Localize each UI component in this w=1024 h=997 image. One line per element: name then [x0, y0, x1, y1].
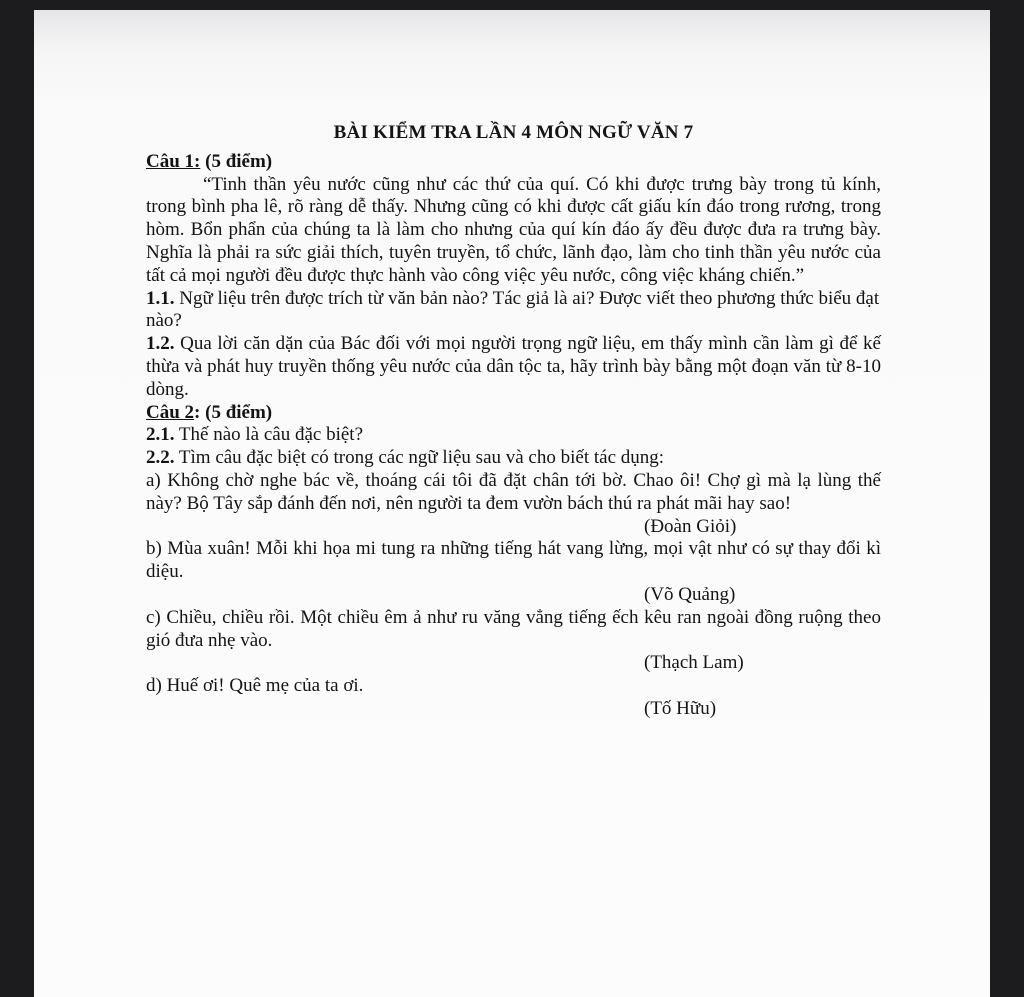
- question-2-2-text: Tìm câu đặc biệt có trong các ngữ liệu sau và cho biết tác dụng:: [174, 447, 665, 469]
- question-1-heading: [146, 151, 881, 174]
- question-1-2-number: 1.2.: [146, 333, 175, 355]
- exam-content: [146, 122, 881, 721]
- excerpt-a: a) Không chờ nghe bác về, thoáng cái tôi đã đặt chân tới bờ. Chao ôi! Chợ gì mà lạ lùng thế này? Bộ Tây sắp đánh đến nơi, nên người ta đem vườn bách thú ra phát mãi hay sao!: [146, 469, 881, 514]
- question-1-1: [146, 288, 881, 334]
- question-1-label: Câu 1:: [146, 150, 201, 172]
- question-1-quote: “Tinh thần yêu nước cũng như các thứ của quí. Có khi được trưng bày trong tủ kính, trong bình pha lê, rõ ràng dễ thấy. Nhưng cũng có khi được cất giấu kín đáo trong rương, trong hòm. Bổn phẩn của chúng ta là làm cho nhưng của quí kín đáo ấy đều được đưa ra trưng bày. Nghĩa là phải ra sức giải thích, tuyên truyền, tổ chức, lãnh đạo, làm cho tinh thần yêu nước của tất cả mọi người đều được thực hành vào công việc yêu nước, công việc kháng chiến.”: [146, 173, 881, 286]
- question-2-1: [146, 424, 881, 447]
- question-2-1-text: Thế nào là câu đặc biệt?: [174, 424, 363, 446]
- excerpt-b: b) Mùa xuân! Mỗi khi họa mi tung ra những tiếng hát vang lừng, mọi vật như có sự thay đổi kì diệu.: [146, 538, 881, 583]
- excerpt-d-author: (Tố Hữu): [644, 697, 717, 719]
- question-2-label: Câu 2: [146, 401, 195, 423]
- question-1-1-text: Ngữ liệu trên được trích từ văn bản nào? Tác giả là ai? Được viết theo phương thức biểu đạt nào?: [146, 287, 880, 332]
- document-page: [34, 10, 990, 997]
- question-2-points: : (5 điểm): [194, 401, 273, 423]
- excerpt-c: c) Chiều, chiều rồi. Một chiều êm ả như ru văng vẳng tiếng ếch kêu ran ngoài đồng ruộng theo gió đưa nhẹ vào.: [146, 606, 881, 651]
- excerpt-b-author: (Võ Quảng): [644, 583, 736, 605]
- excerpt-c-author: (Thạch Lam): [644, 652, 744, 674]
- excerpt-d: d) Huế ơi! Quê mẹ của ta ơi.: [146, 675, 364, 697]
- question-2-1-number: 2.1.: [146, 424, 175, 446]
- exam-title: BÀI KIỂM TRA LẦN 4 MÔN NGỮ VĂN 7: [333, 122, 694, 143]
- question-1-1-number: 1.1.: [146, 287, 175, 309]
- question-2-heading: [146, 402, 881, 425]
- question-2-2: [146, 447, 881, 470]
- question-1-2-text: Qua lời căn dặn của Bác đối với mọi người trọng ngữ liệu, em thấy mình cần làm gì để kế thừa và phát huy truyền thống yêu nước của dân tộc ta, hãy trình bày bằng một đoạn văn từ 8-10 dòng.: [146, 333, 881, 400]
- question-2-2-number: 2.2.: [146, 447, 175, 469]
- excerpt-a-author: (Đoàn Giỏi): [644, 515, 737, 537]
- question-1-points: (5 điểm): [200, 150, 273, 172]
- question-1-2: [146, 333, 881, 401]
